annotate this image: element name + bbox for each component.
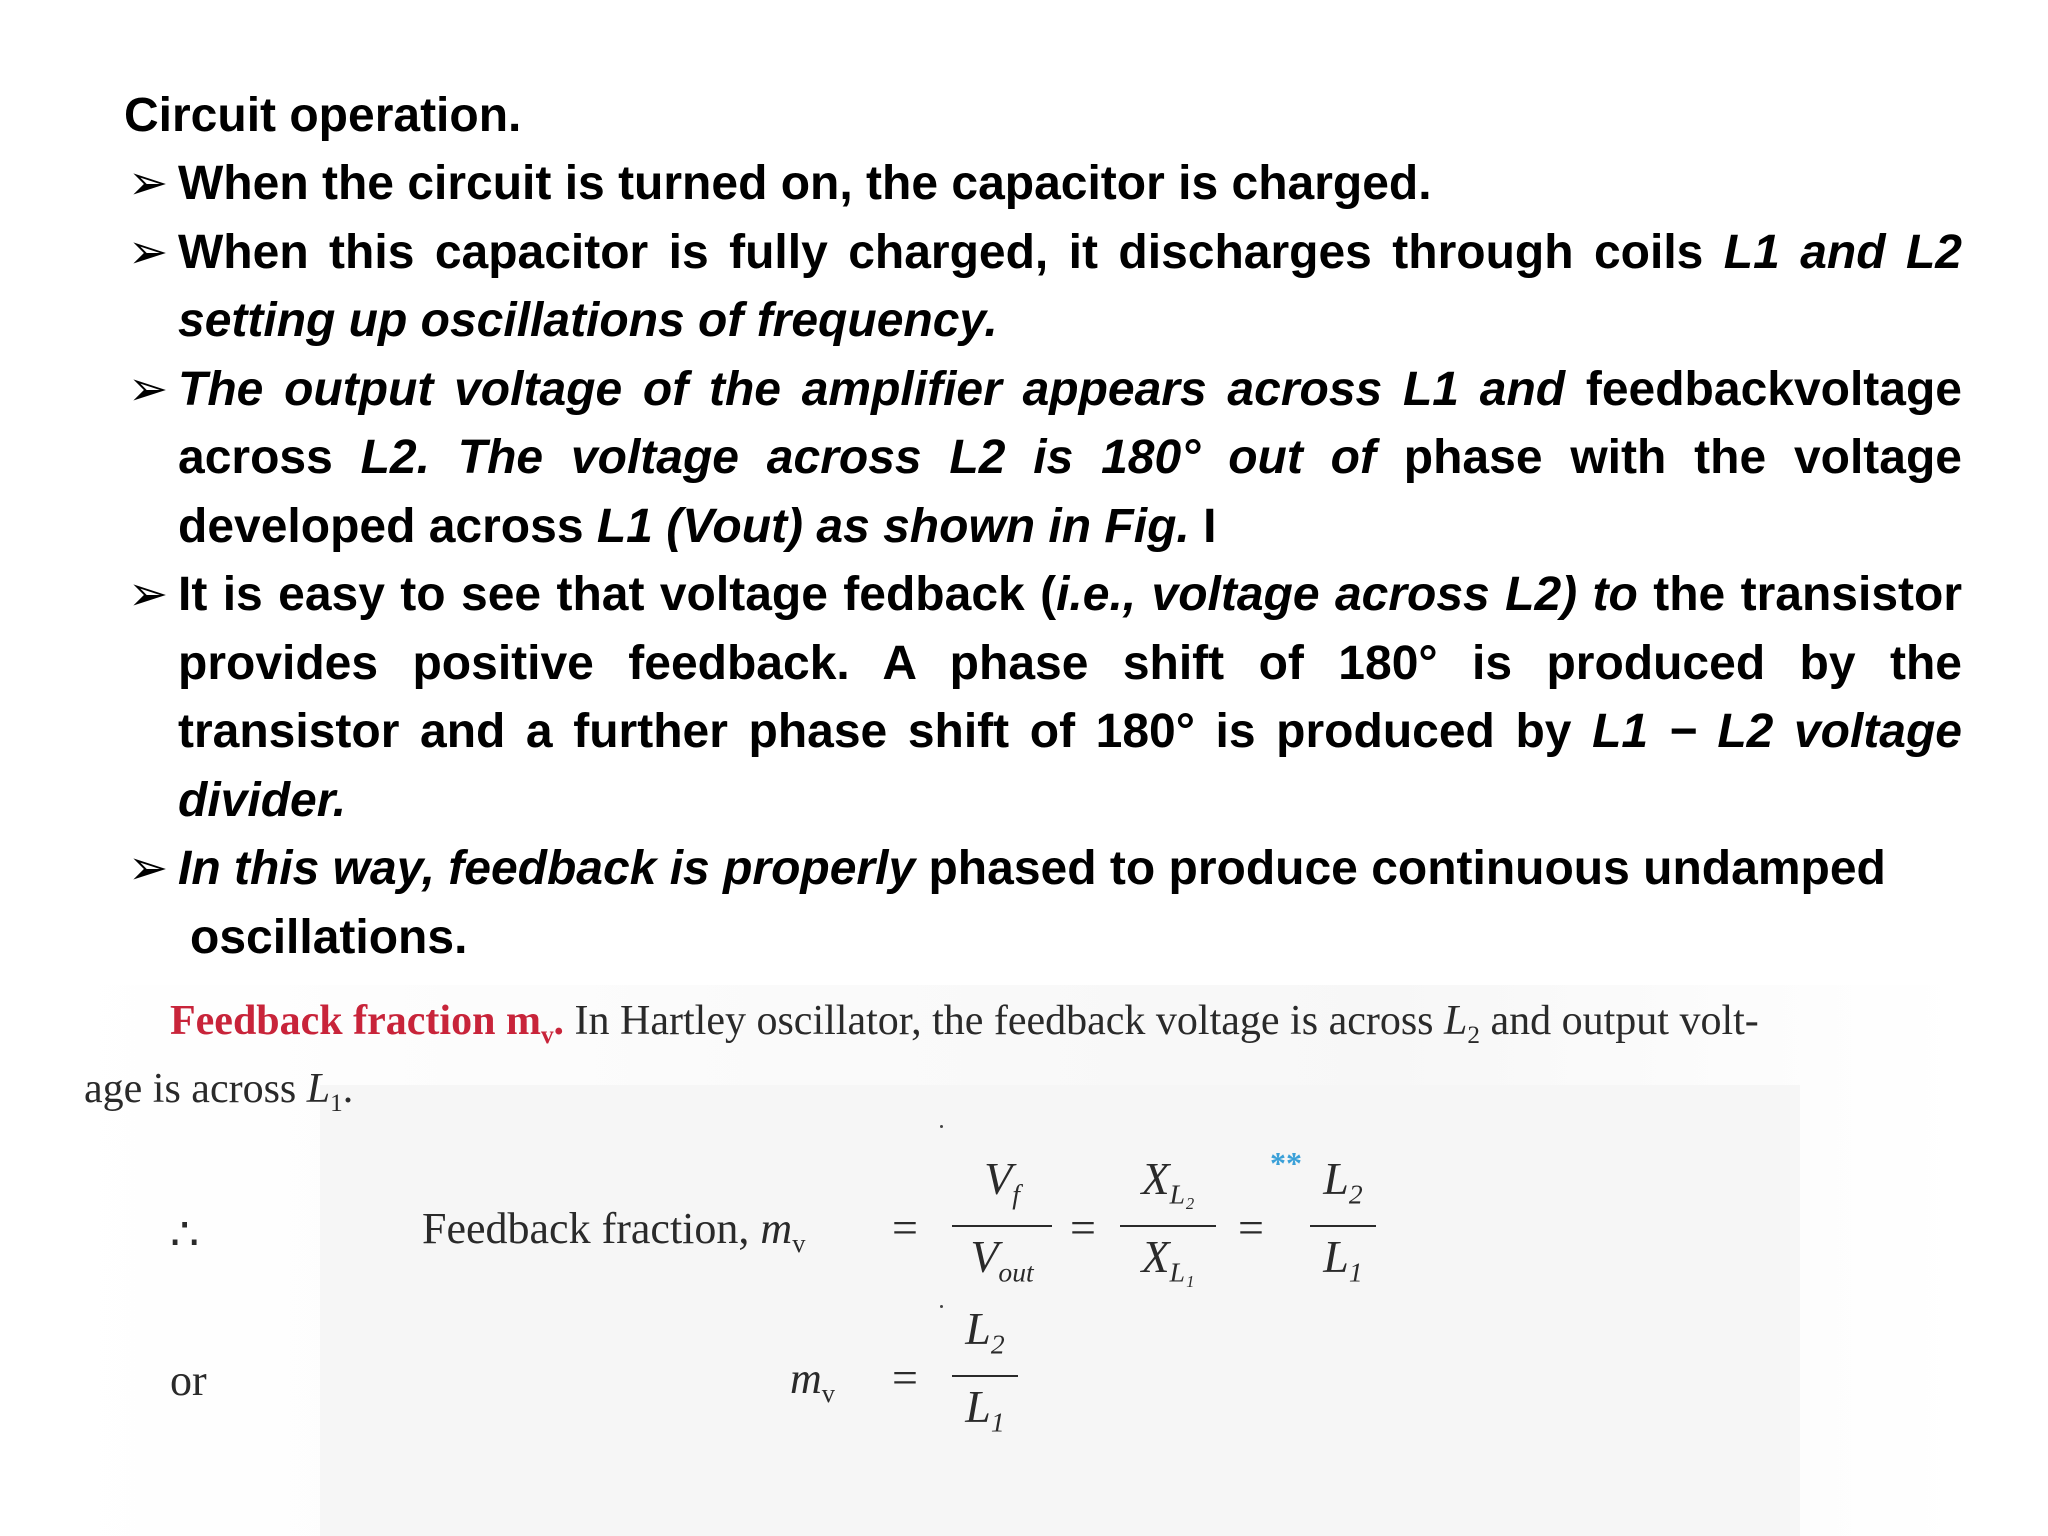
bullet-item-5 xyxy=(124,835,1962,972)
scan-speck xyxy=(940,1305,943,1308)
or-label: or xyxy=(170,1356,207,1405)
scan-background xyxy=(320,1085,1800,1536)
bullet-text: oscillations. xyxy=(190,910,468,964)
equals-sign: = xyxy=(1070,1202,1096,1253)
mv-symbol: $m_v$ xyxy=(790,1354,835,1409)
bullet-text: phased to produce continuous undamped xyxy=(915,842,1886,895)
bullet-italic-text: i.e., voltage across L2) to xyxy=(1056,568,1638,621)
bullet-italic-text: The output voltage of the amplifier appears across L1 and xyxy=(178,362,1566,416)
arrow-bullet-icon: ➢ xyxy=(128,842,169,895)
fraction-xl2-xl1: $X_{L_2}$ $X_{L_1}$ xyxy=(1120,1151,1216,1300)
textbook-excerpt xyxy=(60,985,1960,1536)
feedback-fraction-label: Feedback fraction, $m_v$ xyxy=(422,1204,806,1259)
bullet-text: When the circuit is turned on, the capacitor is charged. xyxy=(178,157,1432,210)
bullet-item-3 xyxy=(124,356,1962,562)
feedback-fraction-heading: Feedback fraction $m_v$. xyxy=(170,998,565,1049)
bullet-item-4 xyxy=(124,561,1962,835)
arrow-bullet-icon: ➢ xyxy=(128,225,169,279)
page-title: Circuit operation. xyxy=(124,89,522,142)
arrow-bullet-icon: ➢ xyxy=(128,568,169,621)
bullet-italic-text: L1 − L2 voltage divider. xyxy=(178,705,1962,827)
fraction-l2-l1-result: $L_2$ $L_1$ xyxy=(952,1301,1018,1450)
bullet-italic-text: L1 and L2 setting up oscillations of frequency. xyxy=(178,225,1962,347)
fraction-vf-vout: $V_f$ $V_{out}$ xyxy=(952,1151,1052,1300)
bullet-text: feedbackvoltage across xyxy=(178,362,1963,484)
arrow-bullet-icon: ➢ xyxy=(128,157,169,210)
bullet-item-2 xyxy=(124,219,1962,356)
equals-sign: = xyxy=(1238,1202,1264,1253)
bullet-text: the transistor provides positive feedback. A phase shift of 180° is produced by the transistor and a further phase shift of 180° is produced by xyxy=(178,568,1963,758)
bullet-italic-text: L2. The voltage across L2 is 180° out of xyxy=(360,431,1376,484)
fraction-l2-l1: $L_2$ $L_1$ xyxy=(1310,1151,1376,1300)
equals-sign: = xyxy=(892,1202,918,1253)
bullet-italic-text: In this way, feedback is properly xyxy=(178,842,916,895)
excerpt-line-2: age is across $L_1$. xyxy=(84,1066,354,1117)
bullet-text: When this capacitor is fully charged, it discharges through coils xyxy=(178,225,1724,279)
excerpt-line-1: Feedback fraction $m_v$. In Hartley oscillator, the feedback voltage is across $L_2$ and output volt- xyxy=(170,998,1759,1049)
bullet-item-1 xyxy=(124,150,1962,219)
bullet-italic-text: L1 (Vout) as shown in Fig. xyxy=(596,499,1190,553)
bullet-text: I xyxy=(1189,499,1217,553)
bullet-list xyxy=(124,150,1962,972)
bullet-text: phase with the voltage developed across xyxy=(178,431,1963,553)
equals-sign: = xyxy=(892,1352,918,1403)
bullet-text: It is easy to see that voltage fedback ( xyxy=(178,568,1057,621)
therefore-symbol: ∴ xyxy=(170,1209,200,1260)
scan-speck xyxy=(940,1125,943,1128)
footnote-stars: ** xyxy=(1270,1145,1302,1181)
arrow-bullet-icon: ➢ xyxy=(128,362,169,416)
